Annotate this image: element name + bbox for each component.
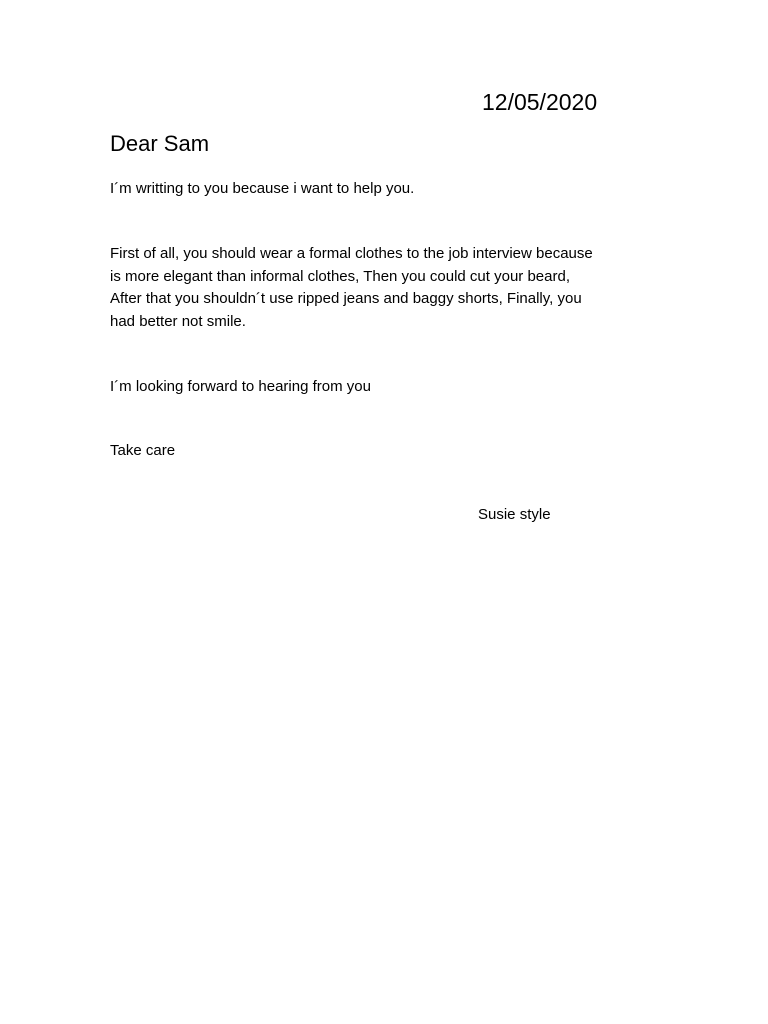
body-line: After that you shouldn´t use ripped jeans and baggy shorts, Finally, you: [110, 290, 582, 308]
closing-line: I´m looking forward to hearing from you: [110, 378, 371, 395]
opening-paragraph: I´m writting to you because i want to help you.: [110, 180, 415, 197]
body-line: had better not smile.: [110, 313, 246, 331]
salutation: Dear Sam: [110, 131, 210, 156]
letter-date: 12/05/2020: [482, 89, 598, 115]
sign-off: Take care: [110, 442, 176, 459]
signature: Susie style: [478, 506, 551, 523]
body-line: First of all, you should wear a formal clothes to the job interview because: [110, 245, 593, 262]
body-line: is more elegant than informal clothes, Then you could cut your beard,: [110, 267, 570, 285]
body-paragraph: [110, 243, 593, 334]
